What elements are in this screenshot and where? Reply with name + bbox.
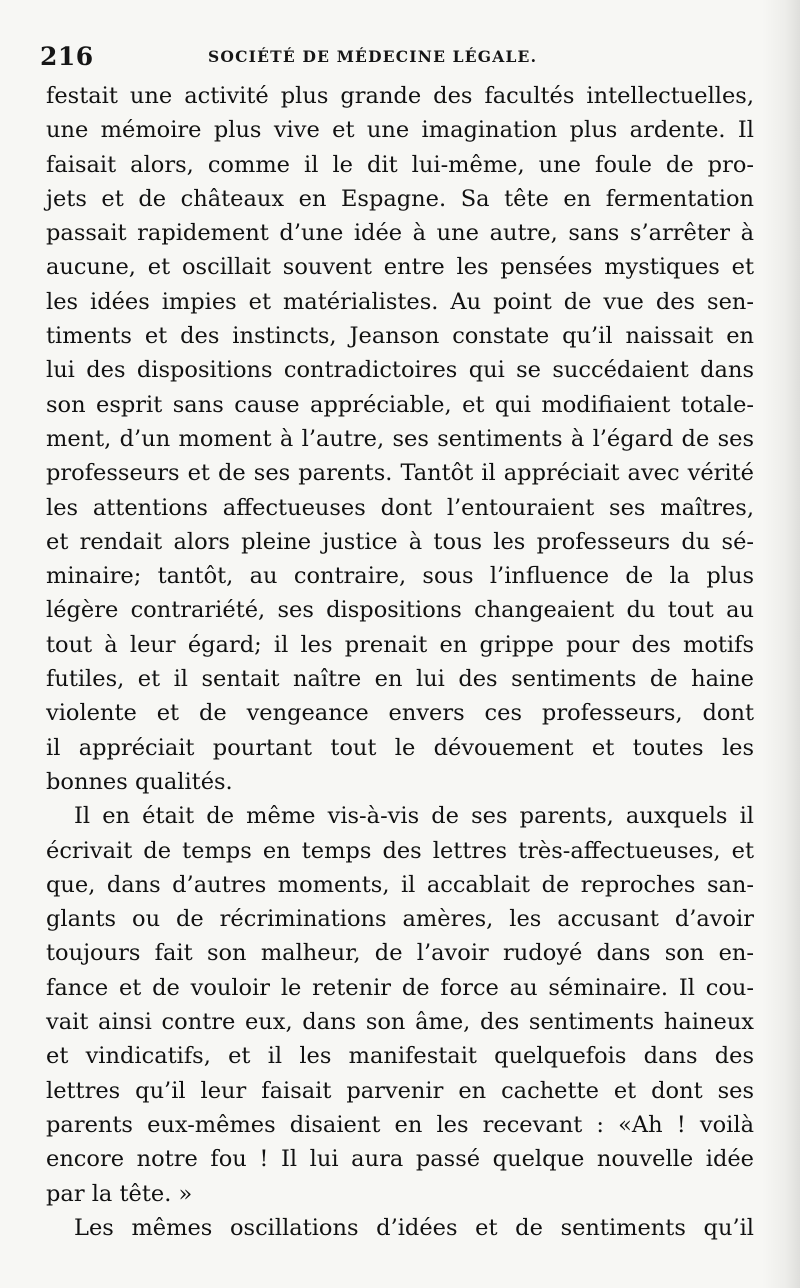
running-title: SOCIÉTÉ DE MÉDECINE LÉGALE.: [208, 47, 538, 66]
text-line: Il en était de même vis-à-vis de ses parents, auxquels il: [74, 803, 754, 830]
text-line: lui des dispositions contradictoires qui se succédaient dans: [46, 357, 754, 384]
body-text: [46, 79, 754, 1245]
running-head: [40, 38, 760, 74]
paragraph-1: [46, 79, 754, 799]
paragraph-3: [46, 1211, 754, 1245]
text-line: aucune, et oscillait souvent entre les pensées mystiques et: [46, 254, 754, 281]
text-line: Les mêmes oscillations d’idées et de sentiments qu’il: [74, 1214, 754, 1241]
text-line: encore notre fou ! Il lui aura passé quelque nouvelle idée: [46, 1146, 754, 1173]
text-line: lettres qu’il leur faisait parvenir en cachette et dont ses: [46, 1077, 754, 1104]
text-line: une mémoire plus vive et une imagination plus ardente. Il: [46, 117, 754, 144]
text-line: écrivait de temps en temps des lettres très-affectueuses, et: [46, 837, 754, 864]
text-line: les idées impies et matérialistes. Au point de vue des sen-: [46, 288, 754, 315]
text-line: légère contrariété, ses dispositions changeaient du tout au: [46, 597, 754, 624]
text-line: fance et de vouloir le retenir de force au séminaire. Il cou-: [46, 974, 754, 1001]
text-line: que, dans d’autres moments, il accablait de reproches san-: [46, 871, 754, 898]
text-line: vait ainsi contre eux, dans son âme, des sentiments haineux: [46, 1009, 754, 1036]
page-number: 216: [40, 42, 94, 71]
text-line: faisait alors, comme il le dit lui-même, une foule de pro-: [46, 151, 754, 178]
text-line: tout à leur égard; il les prenait en grippe pour des motifs: [46, 631, 754, 658]
text-line: timents et des instincts, Jeanson constate qu’il naissait en: [46, 323, 754, 350]
text-line: son esprit sans cause appréciable, et qui modifiaient totale-: [46, 391, 754, 418]
text-line: jets et de châteaux en Espagne. Sa tête en fermentation: [46, 185, 754, 212]
text-line: bonnes qualités.: [46, 768, 233, 795]
text-line: il appréciait pourtant tout le dévouement et toutes les: [46, 734, 754, 761]
text-line: futiles, et il sentait naître en lui des sentiments de haine: [46, 666, 754, 693]
text-line: et rendait alors pleine justice à tous les professeurs du sé-: [46, 528, 754, 555]
paragraph-2: [46, 799, 754, 1211]
text-line: professeurs et de ses parents. Tantôt il appréciait avec vérité: [46, 460, 754, 487]
text-line: les attentions affectueuses dont l’entouraient ses maîtres,: [46, 494, 754, 521]
text-line: parents eux-mêmes disaient en les recevant : «Ah ! voilà: [46, 1111, 754, 1138]
text-line: violente et de vengeance envers ces professeurs, dont: [46, 700, 754, 727]
text-line: et vindicatifs, et il les manifestait quelquefois dans des: [46, 1043, 754, 1070]
text-line: festait une activité plus grande des facultés intellectuelles,: [46, 83, 754, 109]
text-line: glants ou de récriminations amères, les accusant d’avoir: [46, 906, 754, 933]
text-line: minaire; tantôt, au contraire, sous l’influence de la plus: [46, 563, 754, 590]
text-line: toujours fait son malheur, de l’avoir rudoyé dans son en-: [46, 940, 754, 967]
text-line: passait rapidement d’une idée à une autre, sans s’arrêter à: [46, 220, 754, 247]
text-line: par la tête. »: [46, 1180, 193, 1207]
text-line: ment, d’un moment à l’autre, ses sentiments à l’égard de ses: [46, 425, 754, 452]
